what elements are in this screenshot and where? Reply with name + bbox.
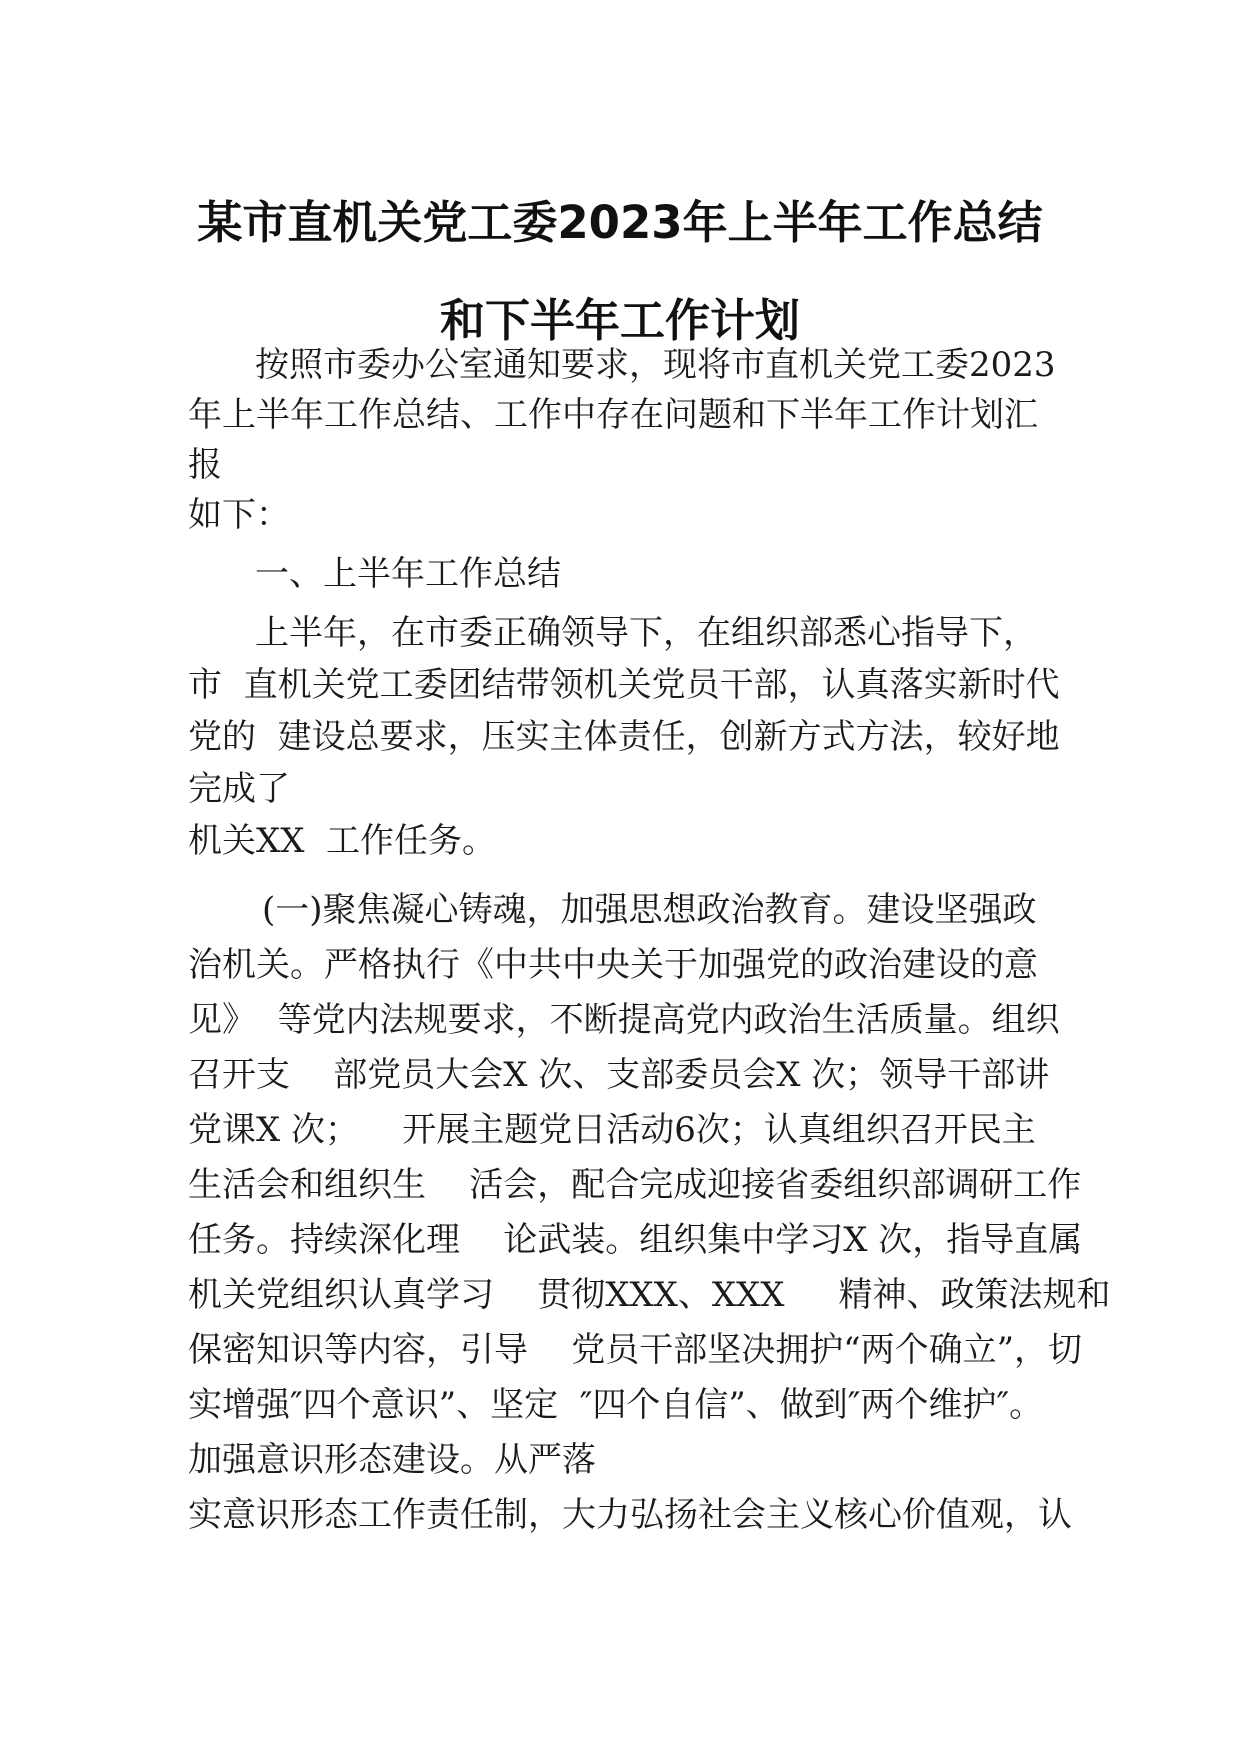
body-line: 机关XX 工作任务。 <box>188 821 497 861</box>
body-line: 完成了 <box>188 769 290 809</box>
body-line: 按照市委办公室通知要求，现将市直机关党工委2023 <box>255 345 1056 385</box>
body-line: 实增强″四个意识”、坚定 ″四个自信”、做到″两个维护″。 <box>188 1385 1044 1425</box>
body-line: 报 <box>188 445 222 485</box>
body-line: 党课X 次； 开展主题党日活动6次；认真组织召开民主 <box>188 1110 1036 1150</box>
body-line: 治机关。严格执行《中共中央关于加强党的政治建设的意 <box>188 945 1038 985</box>
body-line: 保密知识等内容，引导 党员干部坚决拥护“两个确立”，切 <box>188 1330 1082 1370</box>
body-line: 任务。持续深化理 论武装。组织集中学习X 次，指导直属 <box>188 1220 1083 1260</box>
body-line: 加强意识形态建设。从严落 <box>188 1440 596 1480</box>
body-line: 市 直机关党工委团结带领机关党员干部，认真落实新时代 <box>188 665 1060 705</box>
body-line: 上半年，在市委正确领导下，在组织部悉心指导下， <box>255 613 1037 653</box>
body-line: 见》 等党内法规要求，不断提高党内政治生活质量。组织 <box>188 1000 1060 1040</box>
document-title-line-2: 和下半年工作计划 <box>439 294 800 347</box>
section-heading: 一、上半年工作总结 <box>255 554 561 594</box>
body-line: 召开支 部党员大会X 次、支部委员会X 次；领导干部讲 <box>188 1055 1050 1095</box>
subsection-line: (一)聚焦凝心铸魂，加强思想政治教育。建设坚强政 <box>262 890 1037 930</box>
body-line: 生活会和组织生 活会，配合完成迎接省委组织部调研工作 <box>188 1165 1082 1205</box>
body-line: 年上半年工作总结、工作中存在问题和下半年工作计划汇 <box>188 395 1038 435</box>
body-line: 机关党组织认真学习 贯彻XXX、XXX 精神、政策法规和 <box>188 1275 1111 1315</box>
body-line: 如下： <box>188 495 290 535</box>
body-line: 实意识形态工作责任制，大力弘扬社会主义核心价值观，认 <box>188 1495 1072 1535</box>
body-line: 党的 建设总要求，压实主体责任，创新方式方法，较好地 <box>188 717 1060 757</box>
document-title-line-1: 某市直机关党工委2023年上半年工作总结 <box>197 196 1043 249</box>
